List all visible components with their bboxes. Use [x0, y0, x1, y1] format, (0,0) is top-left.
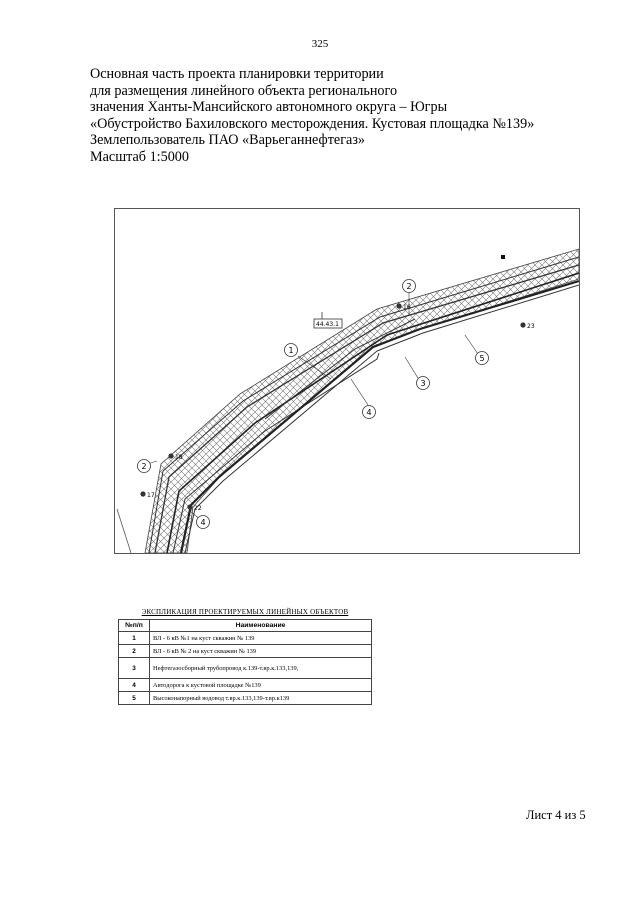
legend-row: [119, 632, 372, 645]
legend-row-name: Автодорога к кустовой площадке №139: [150, 679, 372, 692]
legend-row: [119, 645, 372, 658]
legend-row-name: Высоконапорный водовод т.вр.к.133,139-т.вр.к139: [150, 692, 372, 705]
document-title: [90, 66, 590, 166]
legend-row: [119, 679, 372, 692]
parcel-stamp-label: 44.43.1: [316, 321, 339, 328]
legend-row: [119, 658, 372, 679]
point-marker: [396, 303, 401, 308]
callout-label: 1: [288, 346, 294, 355]
legend-title: ЭКСПЛИКАЦИЯ ПРОЕКТИРУЕМЫХ ЛИНЕЙНЫХ ОБЪЕКТОВ: [141, 608, 349, 616]
callout-label: 4: [200, 518, 206, 527]
scale-line: Масштаб 1:5000: [90, 148, 189, 165]
callout-label: 3: [420, 379, 426, 388]
legend-row-num: 1: [119, 632, 150, 645]
plan-drawing: [115, 209, 579, 553]
callout-label: 4: [366, 408, 372, 417]
point-label: 18: [175, 454, 183, 461]
callout-label: 2: [141, 462, 147, 471]
legend-row-num: 3: [119, 658, 150, 679]
legend-row-num: 5: [119, 692, 150, 705]
point-label: 16: [403, 304, 411, 311]
title-line: Землепользователь ПАО «Варьеганнефтегаз»: [90, 132, 366, 149]
legend-row-name: ВЛ - 6 кВ № 2 на куст скважин № 139: [150, 645, 372, 658]
square-marker: [501, 255, 505, 259]
callout-label: 5: [479, 354, 485, 363]
callout-leader: [351, 379, 368, 405]
legend-row-num: 4: [119, 679, 150, 692]
legend-row-name: Нефтегазосборный трубопровод к.139-т.вр.к.133,139,: [150, 658, 372, 679]
legend-table: [118, 619, 372, 705]
page-number: 325: [311, 38, 329, 50]
legend-row-num: 2: [119, 645, 150, 658]
callout-label: 2: [406, 282, 412, 291]
legend: [118, 608, 372, 705]
legend-row-name: ВЛ - 6 кВ №1 на куст скважин № 139: [150, 632, 372, 645]
legend-row: [119, 692, 372, 705]
title-line: значения Ханты-Мансийского автономного округа – Югры: [90, 99, 448, 116]
title-line: Основная часть проекта планировки территории: [90, 66, 384, 82]
point-marker: [140, 491, 145, 496]
title-line: «Обустройство Бахиловского месторождения. Кустовая площадка №139»: [90, 115, 535, 132]
point-marker: [520, 322, 525, 327]
legend-header-num: №п/п: [119, 620, 150, 632]
point-marker: [168, 453, 173, 458]
title-line: для размещения линейного объекта регионального: [90, 82, 398, 99]
point-label: 22: [194, 505, 202, 512]
legend-header-row: [119, 620, 372, 632]
point-label: 23: [527, 323, 535, 330]
plan-map: [114, 208, 580, 554]
side-line: [117, 509, 131, 553]
legend-header-name: Наименование: [150, 620, 372, 632]
sheet-label: Лист 4 из 5: [526, 808, 586, 822]
point-label: 17: [147, 492, 155, 499]
point-marker: [187, 504, 192, 509]
